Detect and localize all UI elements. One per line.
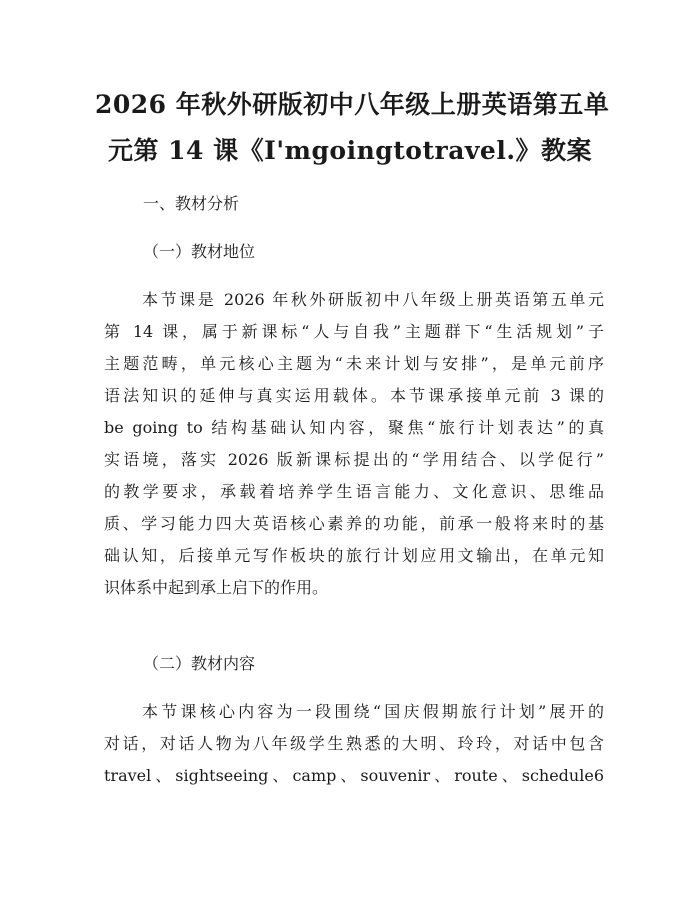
subsection-heading-content: （二）教材内容 xyxy=(143,654,256,673)
paragraph-line: 第 14 课，属于新课标“人与自我”主题群下“生活规划”子 xyxy=(104,322,604,341)
paragraph-line: 本节课核心内容为一段围绕“国庆假期旅行计划”展开的 xyxy=(142,702,604,721)
paragraph-line: 础认知，后接单元写作板块的旅行计划应用文输出，在单元知 xyxy=(104,546,604,565)
paragraph-line: 语法知识的延伸与真实运用载体。本节课承接单元前 3 课的 xyxy=(104,386,604,405)
paragraph-line: 主题范畴，单元核心主题为“未来计划与安排”，是单元前序 xyxy=(104,354,604,373)
paragraph-line: 实语境，落实 2026 版新课标提出的“学用结合、以学促行” xyxy=(104,450,604,469)
section-heading-analysis: 一、教材分析 xyxy=(143,194,240,213)
paragraph-content xyxy=(104,696,604,792)
paragraph-line: travel、sightseeing、camp、souvenir、route、schedule6 xyxy=(104,766,604,785)
paragraph-line: 的教学要求，承载着培养学生语言能力、文化意识、思维品 xyxy=(104,482,604,501)
paragraph-line: 对话，对话人物为八年级学生熟悉的大明、玲玲，对话中包含 xyxy=(104,734,604,753)
document-title xyxy=(95,82,610,174)
title-line: 2026 年秋外研版初中八年级上册英语第五单 xyxy=(95,90,610,119)
title-line: 元第 14 课《I'mgoingtotravel.》教案 xyxy=(107,136,593,165)
paragraph-line: be going to 结构基础认知内容，聚焦“旅行计划表达”的真 xyxy=(104,418,604,437)
subsection-heading-position: （一）教材地位 xyxy=(143,242,256,261)
paragraph-line: 质、学习能力四大英语核心素养的功能，前承一般将来时的基 xyxy=(104,514,604,533)
paragraph-line: 识体系中起到承上启下的作用。 xyxy=(104,578,329,597)
paragraph-line: 本节课是 2026 年秋外研版初中八年级上册英语第五单元 xyxy=(142,290,604,309)
paragraph-position xyxy=(104,284,604,604)
